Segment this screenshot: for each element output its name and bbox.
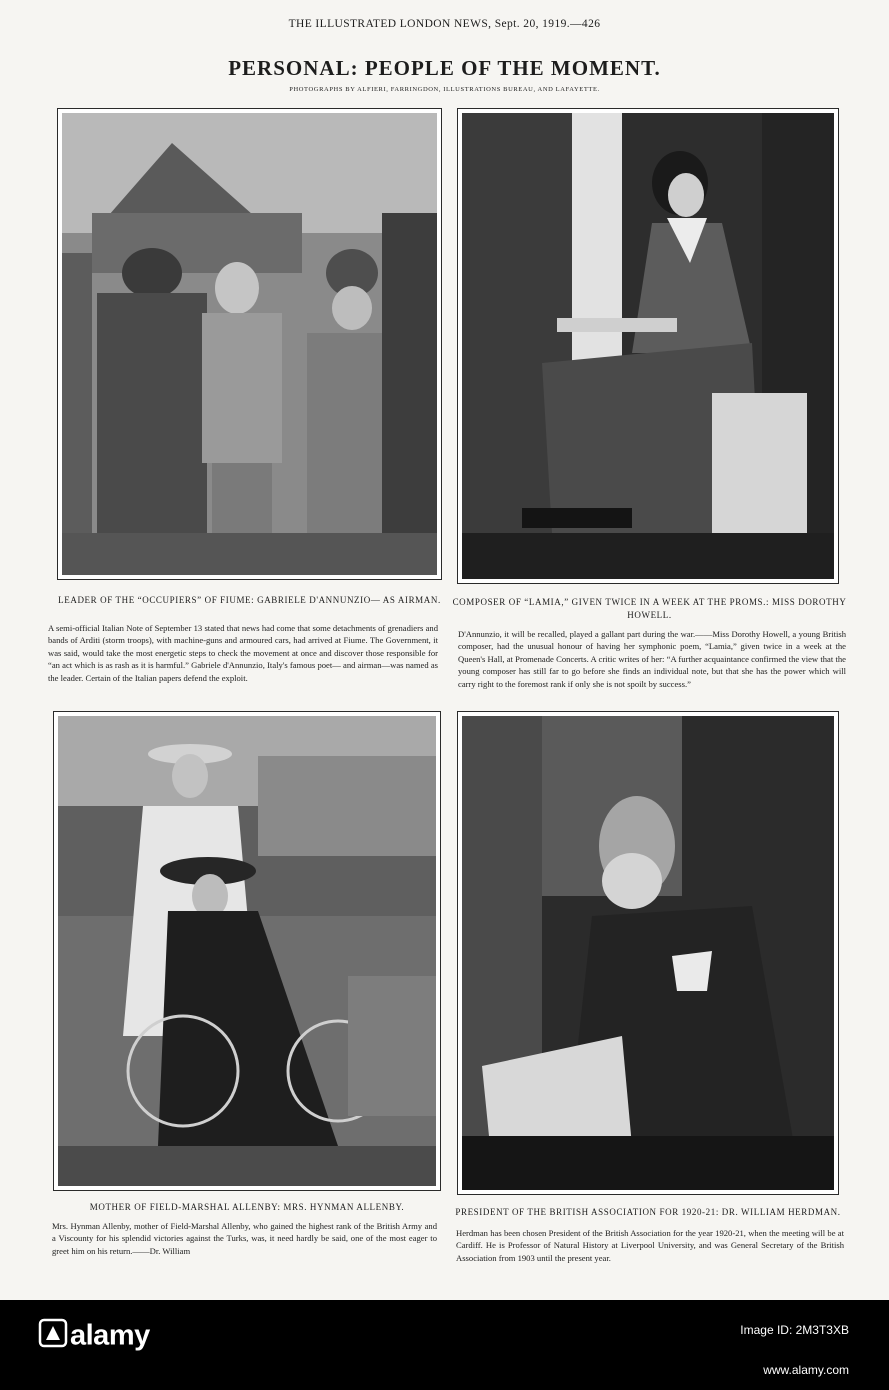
site-url[interactable]: www.alamy.com (763, 1363, 849, 1377)
photo-herdman (457, 711, 839, 1195)
image-id: Image ID: 2M3T3XB (740, 1323, 849, 1337)
photo-dannunzio-image (62, 113, 437, 575)
article-herdman: Herdman has been chosen President of the British Association for the year 1920-21, when the meeting will be at Cardiff. He is Professor of Natural History at Liverpool University, and was General Secretary of the British Association from 1903 until the present year. (456, 1228, 844, 1263)
photo-herdman-image (462, 716, 834, 1190)
photo-credits: PHOTOGRAPHS BY ALFIERI, FARRINGDON, ILLUSTRATIONS BUREAU, AND LAFAYETTE. (289, 86, 600, 93)
alamy-logo-icon (38, 1318, 68, 1356)
article-howell: D'Annunzio, it will be recalled, played a gallant part during the war.——Miss Dorothy Howell, a young British composer, had the unusual honour of having her symphonic poem, “Lamia,” given twice in a week at the Queen's Hall, at Promenade Concerts. A critic writes of her: “A further acquaintance confirmed the view that the young composer has still far to go before she finds an individual note, but that she has the power which will carry right to the foremost rank if only she is not spoilt by success.” (458, 629, 846, 689)
brand-name: alamy (70, 1319, 150, 1352)
photo-allenby-image (58, 716, 436, 1186)
article-allenby: Mrs. Hynman Allenby, mother of Field-Marshal Allenby, who gained the highest rank of the British Army and a Viscounty for his splendid victories against the Turks, was, it need hardly be said, one of the most eager to greet him on his return.——Dr. William (52, 1221, 437, 1256)
photo-dannunzio (57, 108, 442, 580)
masthead: THE ILLUSTRATED LONDON NEWS, Sept. 20, 1919.—426 (288, 18, 601, 30)
article-dannunzio: A semi-official Italian Note of September 13 stated that news had come that some detachments of grenadiers and bands of Arditi (storm troops), with machine-guns and armoured cars, had arrived at Fiume. The Government, it was said, would take the most energetic steps to check the movement at once and discover those responsible for “an act which is as rash as it is harmful.” Gabriele d'Annunzio, Italy's famous poet— and airman—was named as the leader. Certain of the Italian papers defend the exploit. (48, 623, 438, 683)
caption-herdman: PRESIDENT OF THE BRITISH ASSOCIATION FOR 1920-21: DR. WILLIAM HERDMAN. (455, 1207, 841, 1217)
brand-logo (38, 1318, 150, 1356)
caption-allenby: MOTHER OF FIELD-MARSHAL ALLENBY: MRS. HYNMAN ALLENBY. (89, 1202, 405, 1212)
photo-howell (457, 108, 839, 584)
photo-allenby (53, 711, 441, 1191)
photo-howell-image (462, 113, 834, 579)
page-title: PERSONAL: PEOPLE OF THE MOMENT. (228, 56, 661, 80)
caption-dannunzio: LEADER OF THE “OCCUPIERS” OF FIUME: GABRIELE D'ANNUNZIO— AS AIRMAN. (58, 595, 441, 605)
caption-howell: COMPOSER OF “LAMIA,” GIVEN TWICE IN A WEEK AT THE PROMS.: MISS DOROTHY HOWELL. (452, 597, 847, 620)
